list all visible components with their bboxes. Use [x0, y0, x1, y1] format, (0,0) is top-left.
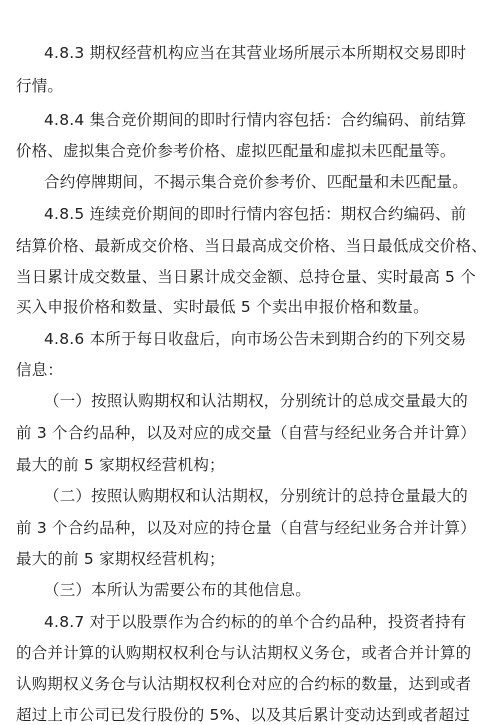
- text-line: 合约停牌期间，不揭示集合竞价参考价、匹配量和未匹配量。: [44, 173, 468, 191]
- text-line: 行情。: [16, 77, 64, 95]
- text-line: 4.8.7 对于以股票作为合约标的的单个合约品种，投资者持有: [44, 613, 467, 631]
- text-line: 买入申报价格和数量、实时最低 5 个卖出申报价格和数量。: [16, 298, 429, 316]
- text-line: （三）本所认为需要公布的其他信息。: [44, 581, 311, 599]
- text-line: 的合并计算的认购期权权利仓与认沽期权义务仓，或者合并计算的: [16, 644, 472, 662]
- text-line: 认购期权义务仓与认沽期权权利仓对应的合约标的数量，达到或者: [16, 675, 472, 693]
- text-line: 结算价格、最新成交价格、当日最高成交价格、当日最低成交价格、: [16, 237, 488, 255]
- text-line: 4.8.6 本所于每日收盘后，向市场公告未到期合约的下列交易: [44, 330, 467, 348]
- text-line: 前 3 个合约品种，以及对应的成交量（自营与经纪业务合并计算）: [16, 424, 476, 442]
- text-line: 前 3 个合约品种，以及对应的持仓量（自营与经纪业务合并计算）: [16, 519, 476, 537]
- text-line: 超过上市公司已发行股份的 5%、以及其后累计变动达到或者超过: [16, 706, 471, 724]
- text-line: 4.8.4 集合竞价期间的即时行情内容包括：合约编码、前结算: [44, 111, 467, 129]
- text-line: 价格、虚拟集合竞价参考价格、虚拟匹配量和虚拟未匹配量等。: [16, 142, 456, 160]
- text-line: （二）按照认购期权和认沽期权，分别统计的总持仓量最大的: [44, 487, 468, 505]
- text-line: 最大的前 5 家期权经营机构；: [16, 456, 225, 474]
- text-line: 最大的前 5 家期权经营机构；: [16, 550, 225, 568]
- text-line: （一）按照认购期权和认沽期权，分别统计的总成交量最大的: [44, 392, 468, 410]
- text-line: 信息：: [16, 361, 64, 379]
- text-line: 当日累计成交数量、当日累计成交金额、总持仓量、实时最高 5 个: [16, 268, 476, 286]
- text-line: 4.8.3 期权经营机构应当在其营业场所展示本所期权交易即时: [44, 44, 467, 62]
- text-line: 4.8.5 连续竞价期间的即时行情内容包括：期权合约编码、前: [44, 205, 467, 223]
